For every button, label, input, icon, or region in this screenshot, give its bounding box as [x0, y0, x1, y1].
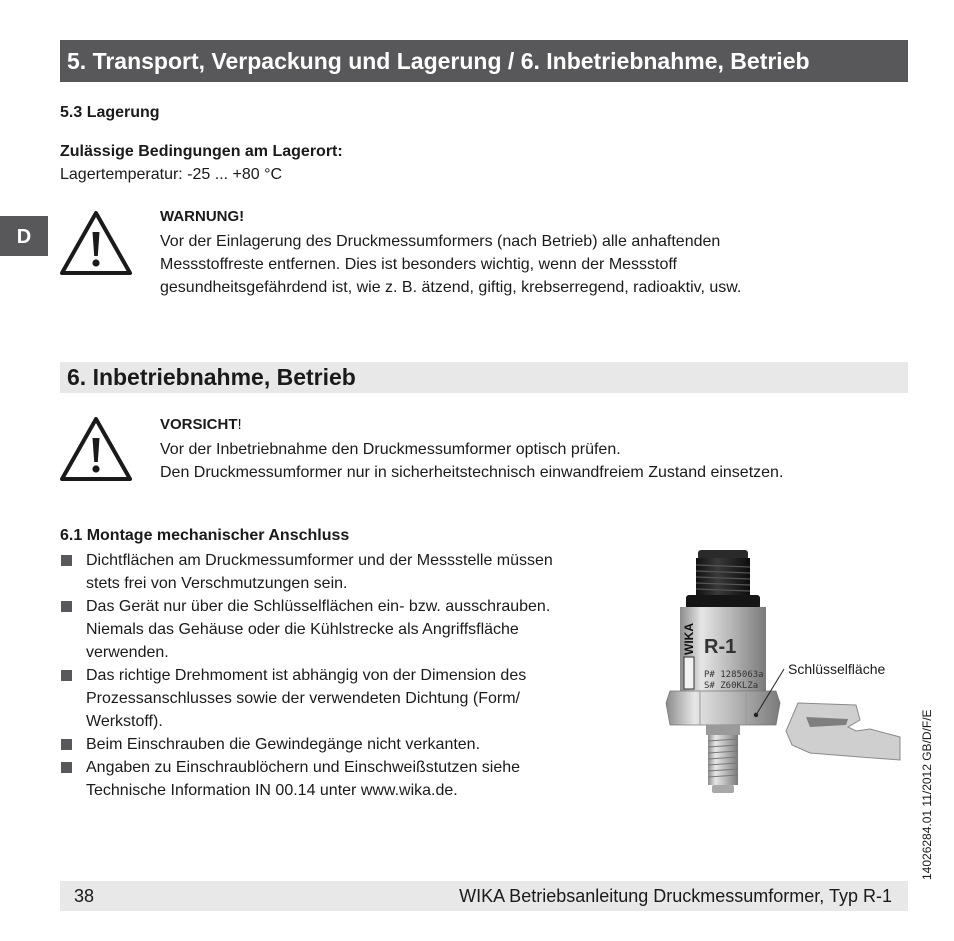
page-footer	[60, 881, 908, 911]
section-5-3-heading: 5.3 Lagerung	[60, 104, 160, 121]
list-item-line: stets frei von Verschmutzungen sein.	[86, 575, 348, 592]
bullet-square-icon	[61, 739, 72, 750]
caution-title: VORSICHT	[160, 416, 238, 433]
caution-title-suffix: !	[237, 416, 242, 433]
caution-text	[160, 438, 783, 484]
list-item-line: Technische Information IN 00.14 unter www.wika.de.	[86, 782, 458, 799]
caution-title-line	[160, 416, 242, 433]
warning-triangle-icon	[60, 210, 132, 276]
list-item	[60, 756, 650, 802]
mounting-instructions-list	[60, 549, 650, 802]
warning-line: gesundheitsgefährdend ist, wie z. B. ätzend, giftig, krebserregend, radioaktiv, usw.	[160, 279, 742, 296]
footer-title: WIKA Betriebsanleitung Druckmessumformer, Typ R-1	[459, 886, 892, 906]
list-item-line: Das Gerät nur über die Schlüsselflächen ein- bzw. ausschrauben.	[86, 598, 551, 615]
section-6-1-heading: 6.1 Montage mechanischer Anschluss	[60, 527, 350, 544]
list-item-line: Das richtige Drehmoment ist abhängig von der Dimension des	[86, 667, 527, 684]
device-serial-line: P# 1285063a	[704, 670, 764, 680]
bullet-square-icon	[61, 601, 72, 612]
language-tab: D	[0, 216, 48, 256]
warning-line: Vor der Einlagerung des Druckmessumformers (nach Betrieb) alle anhaftenden	[160, 233, 721, 250]
list-item-line: Beim Einschrauben die Gewindegänge nicht verkanten.	[86, 736, 481, 753]
list-item-line: Prozessanschlusses sowie der verwendeten Dichtung (Form/	[86, 690, 520, 707]
list-item	[60, 733, 650, 756]
document-id: 14026284.01 11/2012 GB/D/F/E	[920, 709, 934, 880]
storage-temperature: Lagertemperatur: -25 ... +80 °C	[60, 166, 283, 183]
conditions-heading: Zulässige Bedingungen am Lagerort:	[60, 143, 343, 160]
caution-line: Vor der Inbetriebnahme den Druckmessumformer optisch prüfen.	[160, 441, 621, 458]
wrench-flat-label: Schlüsselfläche	[788, 661, 886, 677]
bullet-square-icon	[61, 555, 72, 566]
bullet-square-icon	[61, 670, 72, 681]
list-item-line: verwenden.	[86, 644, 169, 661]
warning-text	[160, 230, 741, 299]
list-item	[60, 549, 650, 595]
device-model-label: R-1	[704, 636, 737, 658]
caution-triangle-icon	[60, 416, 132, 482]
device-serial-line: S# Z60KLZa	[704, 681, 759, 691]
bullet-square-icon	[61, 762, 72, 773]
list-item	[60, 664, 650, 733]
list-item-line: Niemals das Gehäuse oder die Kühlstrecke als Angriffsfläche	[86, 621, 519, 638]
list-item-line: Werkstoff).	[86, 713, 163, 730]
caution-line: Den Druckmessumformer nur in sicherheitstechnisch einwandfreiem Zustand einsetzen.	[160, 464, 784, 481]
section-6-title: 6. Inbetriebnahme, Betrieb	[60, 362, 908, 393]
device-brand-label: WIKA	[682, 623, 696, 655]
page-number: 38	[74, 886, 95, 906]
list-item-line: Angaben zu Einschraublöchern und Einschweißstutzen siehe	[86, 759, 521, 776]
warning-line: Messstoffreste entfernen. Dies ist besonders wichtig, wenn der Messstoff	[160, 256, 677, 273]
warning-title: WARNUNG!	[160, 208, 245, 225]
list-item	[60, 595, 650, 664]
page-header-title: 5. Transport, Verpackung und Lagerung / 6. Inbetriebnahme, Betrieb	[60, 40, 908, 82]
list-item-line: Dichtflächen am Druckmessumformer und der Messstelle müssen	[86, 552, 553, 569]
